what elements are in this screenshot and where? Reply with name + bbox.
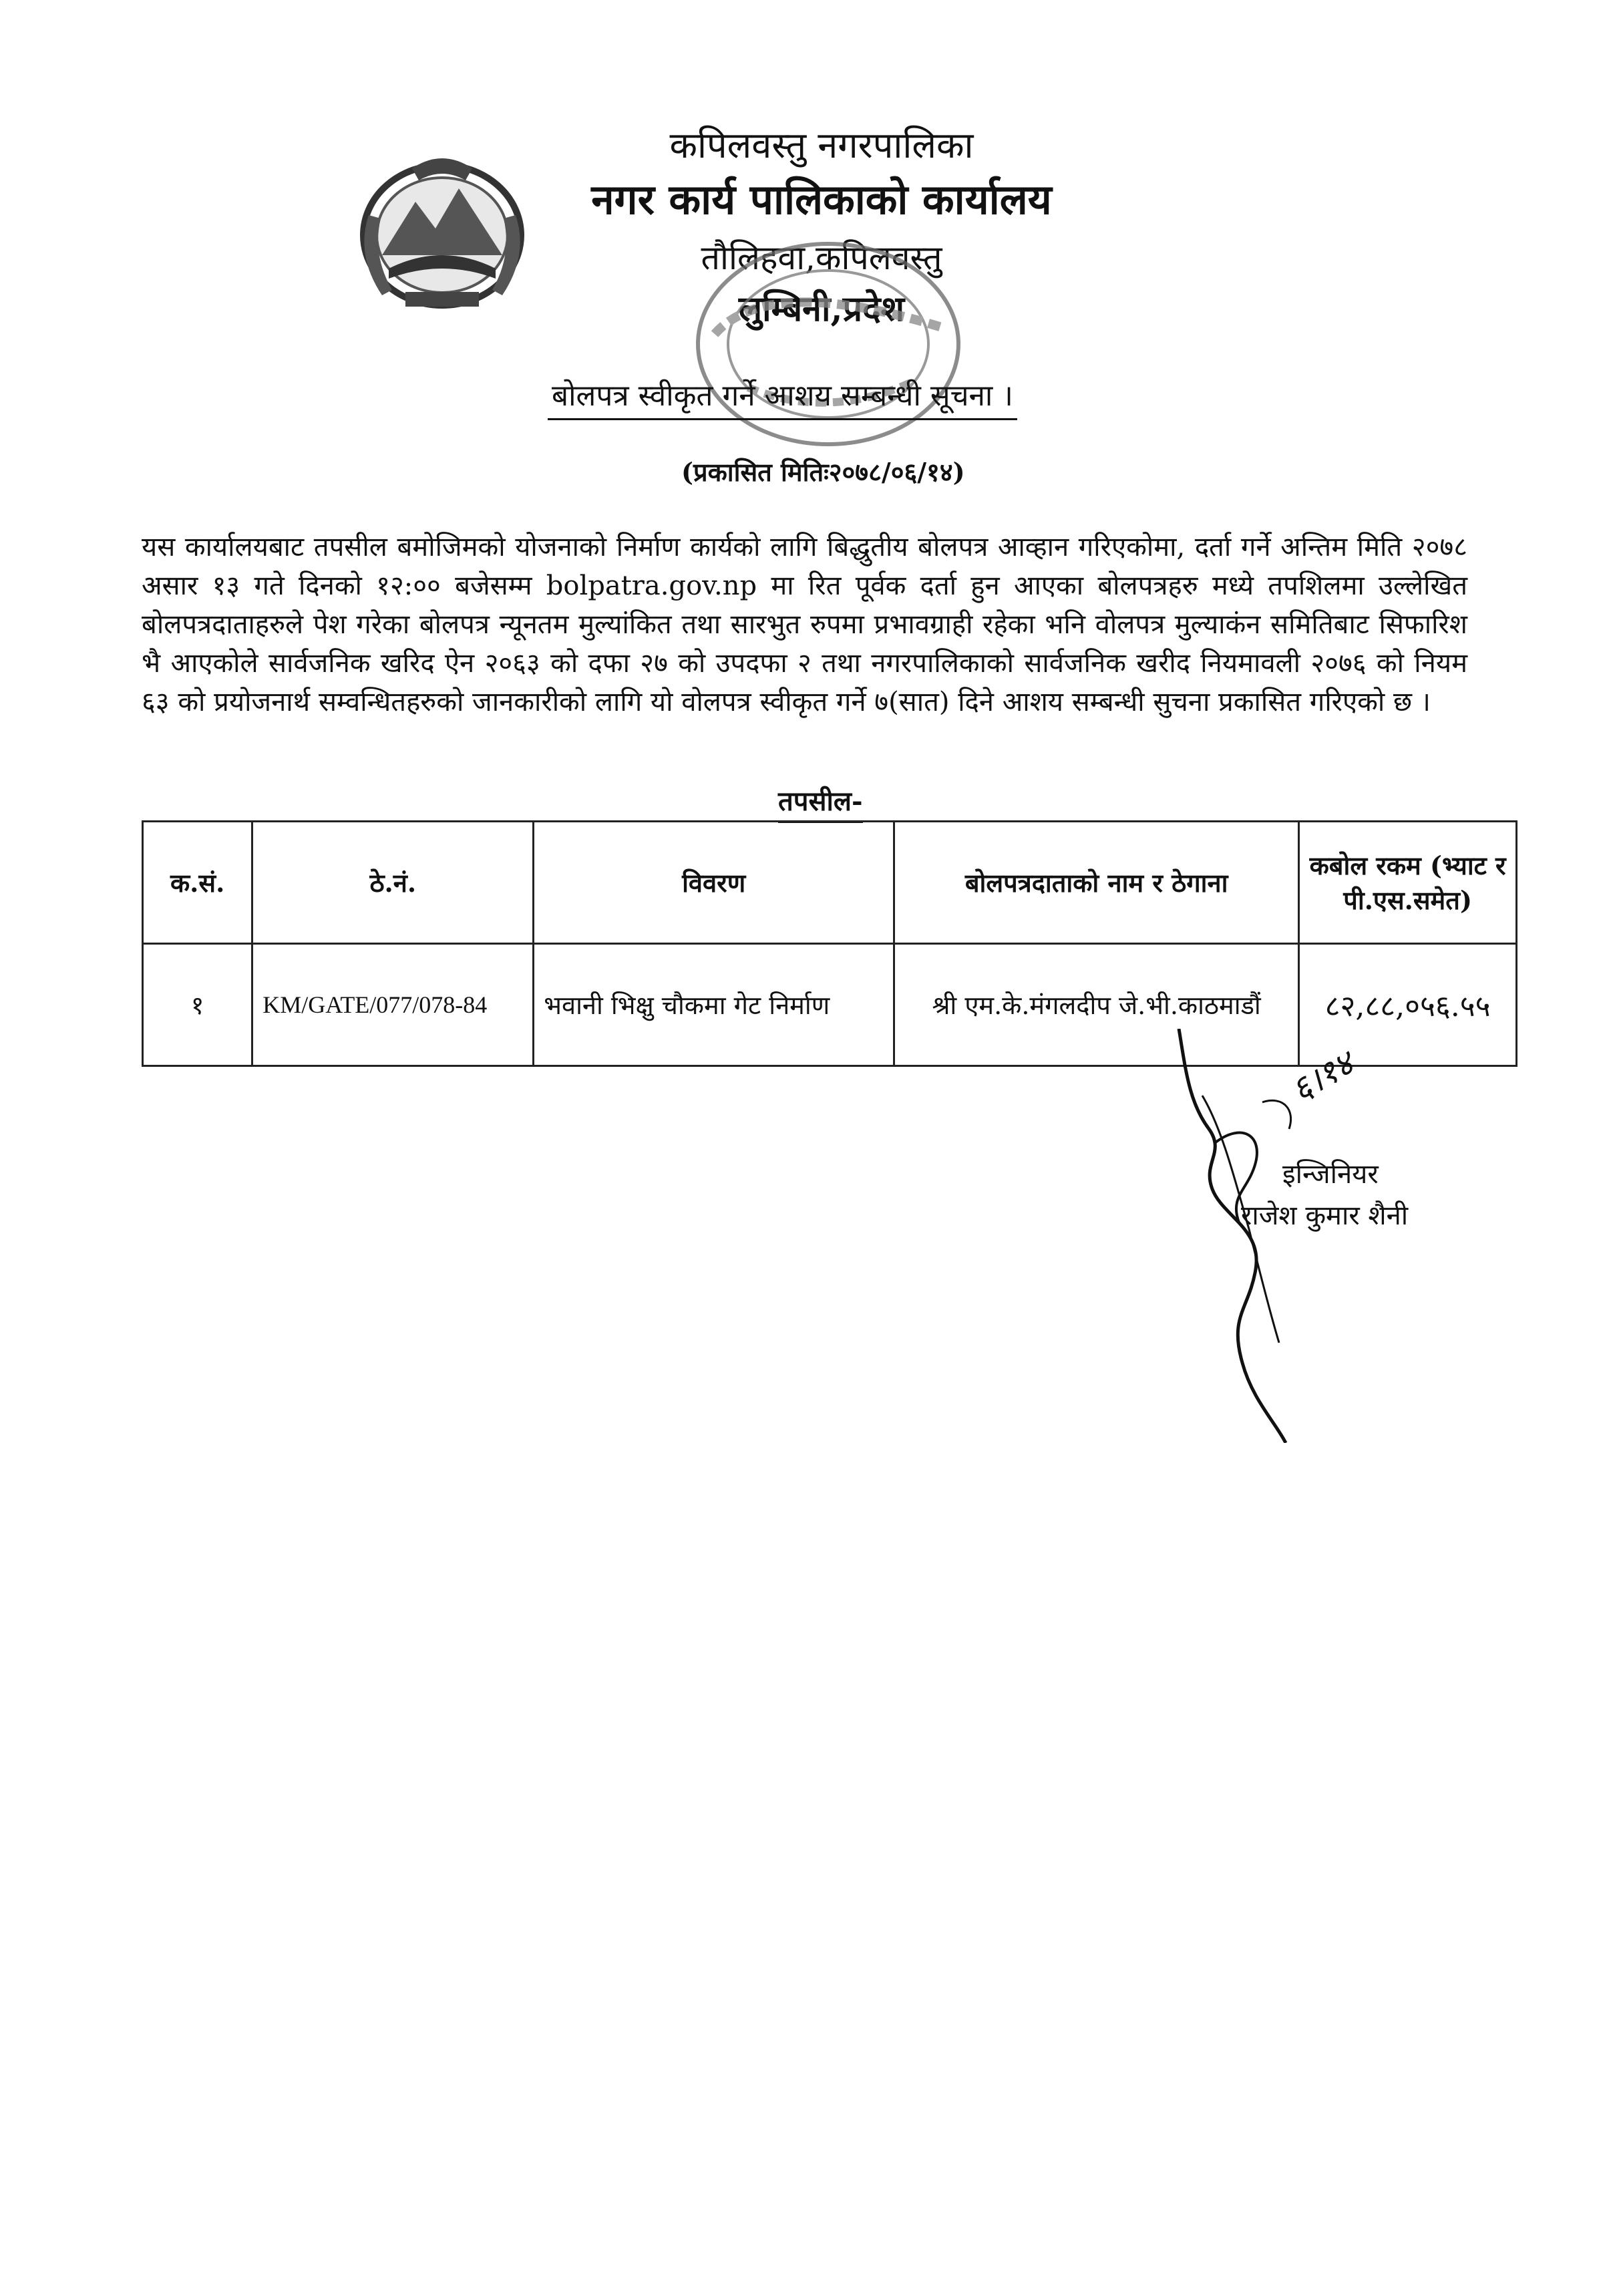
notice-title: बोलपत्र स्वीकृत गर्ने आशय सम्बन्धी सूचना । bbox=[548, 374, 1017, 420]
cell-contract-no: KM/GATE/077/078-84 bbox=[252, 944, 534, 1066]
table-header-row bbox=[143, 822, 1517, 944]
column-header-amount: कबोल रकम (भ्याट र पी.एस.समेत) bbox=[1299, 822, 1517, 944]
office-address: तौलिहवा,कपिलवस्तु bbox=[701, 238, 942, 277]
cell-description: भवानी भिक्षु चौकमा गेट निर्माण bbox=[534, 944, 894, 1066]
notice-body: यस कार्यालयबाट तपसील बमोजिमको योजनाको निर्माण कार्यको लागि बिद्धुतीय बोलपत्र आव्हान गरिएकोमा, दर्ता गर्ने अन्तिम मिति २०७८ असार १३ गते दिनको १२:०० बजेसम्म bolpatra.gov.np मा रित पूर्वक दर्ता हुन आएका बोलपत्रहरु मध्ये तपशिलमा उल्लेखित बोलपत्रदाताहरुले पेश गरेका बोलपत्र न्यूनतम मुल्यांकित तथा सारभुत रुपमा प्रभावग्राही रहेका भनि वोलपत्र मुल्याकंन समितिबाट सिफारिश भै आएकोले सार्वजनिक खरिद ऐन २०६३ को दफा २७ को उपदफा २ तथा नगरपालिकाको सार्वजनिक खरीद नियमावली २०७६ को नियम ६३ को प्रयोजनार्थ सम्वन्धितहरुको जानकारीको लागि यो वोलपत्र स्वीकृत गर्ने ७(सात) दिने आशय सम्बन्धी सुचना प्रकासित गरिएको छ । bbox=[142, 532, 1467, 717]
municipality-name: कपिलवस्तु नगरपालिका bbox=[669, 124, 974, 166]
column-header-sn: क.सं. bbox=[143, 822, 252, 944]
cell-sn: १ bbox=[143, 944, 252, 1066]
signatory-name: राजेश कुमार शैनी bbox=[1241, 1200, 1409, 1231]
column-header-bidder: बोलपत्रदाताको नाम र ठेगाना bbox=[894, 822, 1299, 944]
signatory-role: इन्जिनियर bbox=[1282, 1159, 1379, 1190]
province-name: लुम्बिनी,प्रदेश bbox=[738, 289, 905, 329]
column-header-contract-no: ठे.नं. bbox=[252, 822, 534, 944]
details-heading: तपसील- bbox=[778, 782, 863, 823]
column-header-description: विवरण bbox=[534, 822, 894, 944]
signature-icon bbox=[1162, 1029, 1403, 1443]
published-date: (प्रकासित मितिः२०७८/०६/१४) bbox=[681, 457, 965, 487]
cell-bidder: श्री एम.के.मंगलदीप जे.भी.काठमाडौं bbox=[894, 944, 1299, 1066]
cell-amount: ८२,८८,०५६.५५ bbox=[1299, 944, 1517, 1066]
office-stamp-icon bbox=[688, 234, 968, 454]
office-name: नगर कार्य पालिकाको कार्यालय bbox=[591, 175, 1052, 224]
signature-date: ६।१४ bbox=[1284, 1043, 1361, 1110]
